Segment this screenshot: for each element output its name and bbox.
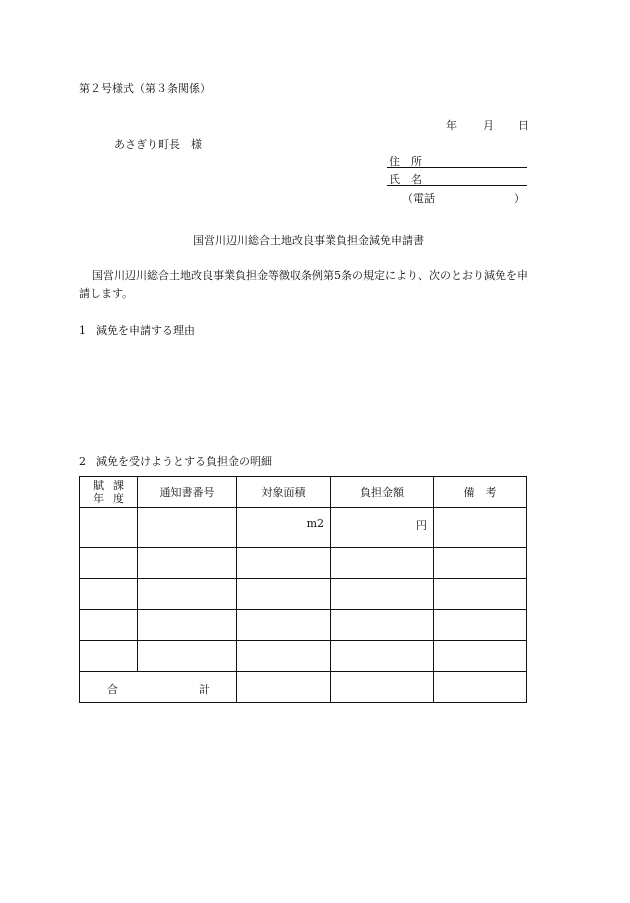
cell-total-area[interactable] [237, 672, 331, 703]
cell-remarks[interactable] [434, 610, 527, 641]
cell-remarks[interactable] [434, 641, 527, 672]
document-title: 国営川辺川総合土地改良事業負担金減免申請書 [193, 234, 424, 247]
charge-detail-table [79, 476, 527, 703]
cell-amount-unit[interactable]: 円 [331, 508, 434, 548]
date-month-label: 月 [483, 119, 494, 132]
cell-fiscal-year[interactable] [80, 548, 138, 579]
cell-fiscal-year[interactable] [80, 508, 138, 548]
table-row [80, 610, 527, 641]
cell-total-amount[interactable] [331, 672, 434, 703]
addressee: あさぎり町長 様 [114, 138, 202, 151]
total-label-right: 計 [199, 683, 210, 696]
header-fiscal-year [80, 477, 138, 508]
total-label-left: 合 [107, 683, 118, 696]
cell-area[interactable] [237, 548, 331, 579]
cell-fiscal-year[interactable] [80, 610, 138, 641]
section2-heading: 減免を受けようとする負担金の明細 [96, 455, 272, 468]
cell-amount[interactable] [331, 579, 434, 610]
form-number: 第２号様式（第３条関係） [79, 82, 211, 95]
phone-label: （電話 [402, 192, 435, 205]
cell-amount[interactable] [331, 548, 434, 579]
header-fiscal-year-bottom: 年度 [93, 492, 133, 505]
cell-amount[interactable] [331, 641, 434, 672]
cell-notice-number[interactable] [138, 579, 237, 610]
phone-close-paren: ） [514, 192, 525, 205]
header-charge-amount: 負担金額 [331, 477, 434, 508]
header-notice-number: 通知書番号 [138, 477, 237, 508]
table-row [80, 548, 527, 579]
cell-notice-number[interactable] [138, 508, 237, 548]
cell-area[interactable] [237, 610, 331, 641]
name-label: 氏 名 [389, 173, 422, 186]
cell-fiscal-year[interactable] [80, 641, 138, 672]
header-remarks: 備 考 [434, 477, 527, 508]
cell-fiscal-year[interactable] [80, 579, 138, 610]
cell-total-label [80, 672, 237, 703]
date-day-label: 日 [518, 119, 529, 132]
cell-remarks[interactable] [434, 508, 527, 548]
name-underline [387, 185, 527, 186]
date-year-label: 年 [446, 119, 457, 132]
cell-remarks[interactable] [434, 548, 527, 579]
header-fiscal-year-top: 賦課 [93, 479, 133, 492]
body-text-line1: 国営川辺川総合土地改良事業負担金等徴収条例第5条の規定により、次のとおり減免を申 [92, 269, 528, 282]
section1-heading: 減免を申請する理由 [96, 324, 195, 337]
table-total-row [80, 672, 527, 703]
cell-area[interactable] [237, 579, 331, 610]
address-underline [387, 167, 527, 168]
cell-notice-number[interactable] [138, 548, 237, 579]
table-row [80, 579, 527, 610]
table-header-row [80, 477, 527, 508]
address-label: 住 所 [389, 155, 422, 168]
cell-total-remarks[interactable] [434, 672, 527, 703]
table-row [80, 641, 527, 672]
cell-area[interactable] [237, 641, 331, 672]
table-row [80, 508, 527, 548]
cell-amount[interactable] [331, 610, 434, 641]
cell-remarks[interactable] [434, 579, 527, 610]
cell-area-unit[interactable]: m2 [237, 508, 331, 548]
cell-notice-number[interactable] [138, 610, 237, 641]
section1-number: 1 [79, 324, 86, 337]
cell-notice-number[interactable] [138, 641, 237, 672]
section2-number: 2 [79, 455, 86, 468]
header-target-area: 対象面積 [237, 477, 331, 508]
body-text-line2: 請します。 [79, 287, 134, 300]
